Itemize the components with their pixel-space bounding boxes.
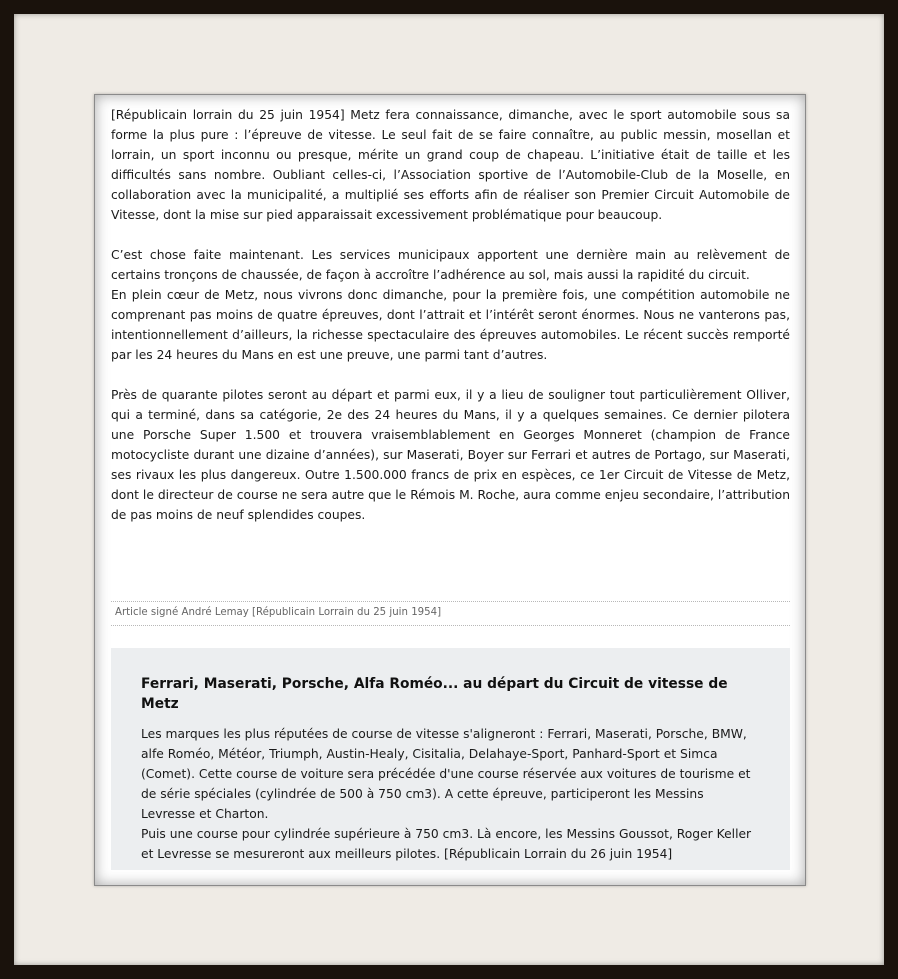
article-paragraph-3: En plein cœur de Metz, nous vivrons donc dimanche, pour la première fois, une compétition automobile ne comprenant pas moins de quatre épreuves, dont l’attrait et l’intérêt seront énormes. Nous ne vanterons pas, intentionnellement d’ailleurs, la richesse spectaculaire des épreuves automobiles. Le récent succès remporté par les 24 heures du Mans en est une preuve, une parmi tant d’autres. xyxy=(111,288,790,362)
article-paragraph-2: C’est chose faite maintenant. Les services municipaux apportent une dernière main au relèvement de certains tronçons de chaussée, de façon à accroître l’adhérence au sol, mais aussi la rapidité du circuit. xyxy=(111,248,790,282)
article-body xyxy=(111,105,790,525)
sidebar-box xyxy=(111,648,790,870)
article-signature: Article signé André Lemay [Républicain Lorrain du 25 juin 1954] xyxy=(111,601,790,626)
paragraph-gap xyxy=(111,365,790,385)
sidebar-title: Ferrari, Maserati, Porsche, Alfa Roméo... au départ du Circuit de vitesse de Metz xyxy=(141,676,728,712)
sidebar-paragraph-2: Puis une course pour cylindrée supérieure à 750 cm3. Là encore, les Messins Goussot, Roger Keller et Levresse se mesureront aux meilleurs pilotes. [Républicain Lorrain du 26 juin 1954] xyxy=(141,827,752,861)
paragraph-gap xyxy=(111,225,790,245)
article-paragraph-1: [Républicain lorrain du 25 juin 1954] Metz fera connaissance, dimanche, avec le sport automobile sous sa forme la plus pure : l’épreuve de vitesse. Le seul fait de se faire connaître, au public messin, mosellan et lorrain, un sport inconnu ou presque, mérite un grand coup de chapeau. L’initiative était de taille et les difficultés sans nombre. Oubliant celles-ci, l’Association sportive de l’Automobile-Club de la Moselle, en collaboration avec la municipalité, a multiplié ses efforts afin de réaliser son Premier Circuit Automobile de Vitesse, dont la mise sur pied apparaissait excessivement problématique pour beaucoup. xyxy=(111,108,790,222)
sidebar-body xyxy=(141,724,760,864)
article-paragraph-4: Près de quarante pilotes seront au départ et parmi eux, il y a lieu de souligner tout particulièrement Olliver, qui a terminé, dans sa catégorie, 2e des 24 heures du Mans, il y a quelques semaines. Ce dernier pilotera une Porsche Super 1.500 et trouvera vraisemblablement en Georges Monneret (champion de France motocycliste durant une dizaine d’années), sur Maserati, Boyer sur Ferrari et autres de Portago, sur Maserati, ses rivaux les plus dangereux. Outre 1.500.000 francs de prix en espèces, ce 1er Circuit de Vitesse de Metz, dont le directeur de course ne sera autre que le Rémois M. Roche, aura comme enjeu secondaire, l’attribution de pas moins de neuf splendides coupes. xyxy=(111,388,790,522)
sidebar-paragraph-1: Les marques les plus réputées de course de vitesse s'aligneront : Ferrari, Maserati, Porsche, BMW, alfe Roméo, Météor, Triumph, Austin-Healy, Cisitalia, Delahaye-Sport, Panhard-Sport et Simca (Comet). Cette course de voiture sera précédée d'une course réservée aux voitures de tourisme et de série spéciales (cylindrée de 500 à 750 cm3). A cette épreuve, participeront les Messins Levresse et Charton. xyxy=(141,727,751,821)
document-sheet xyxy=(94,94,806,886)
